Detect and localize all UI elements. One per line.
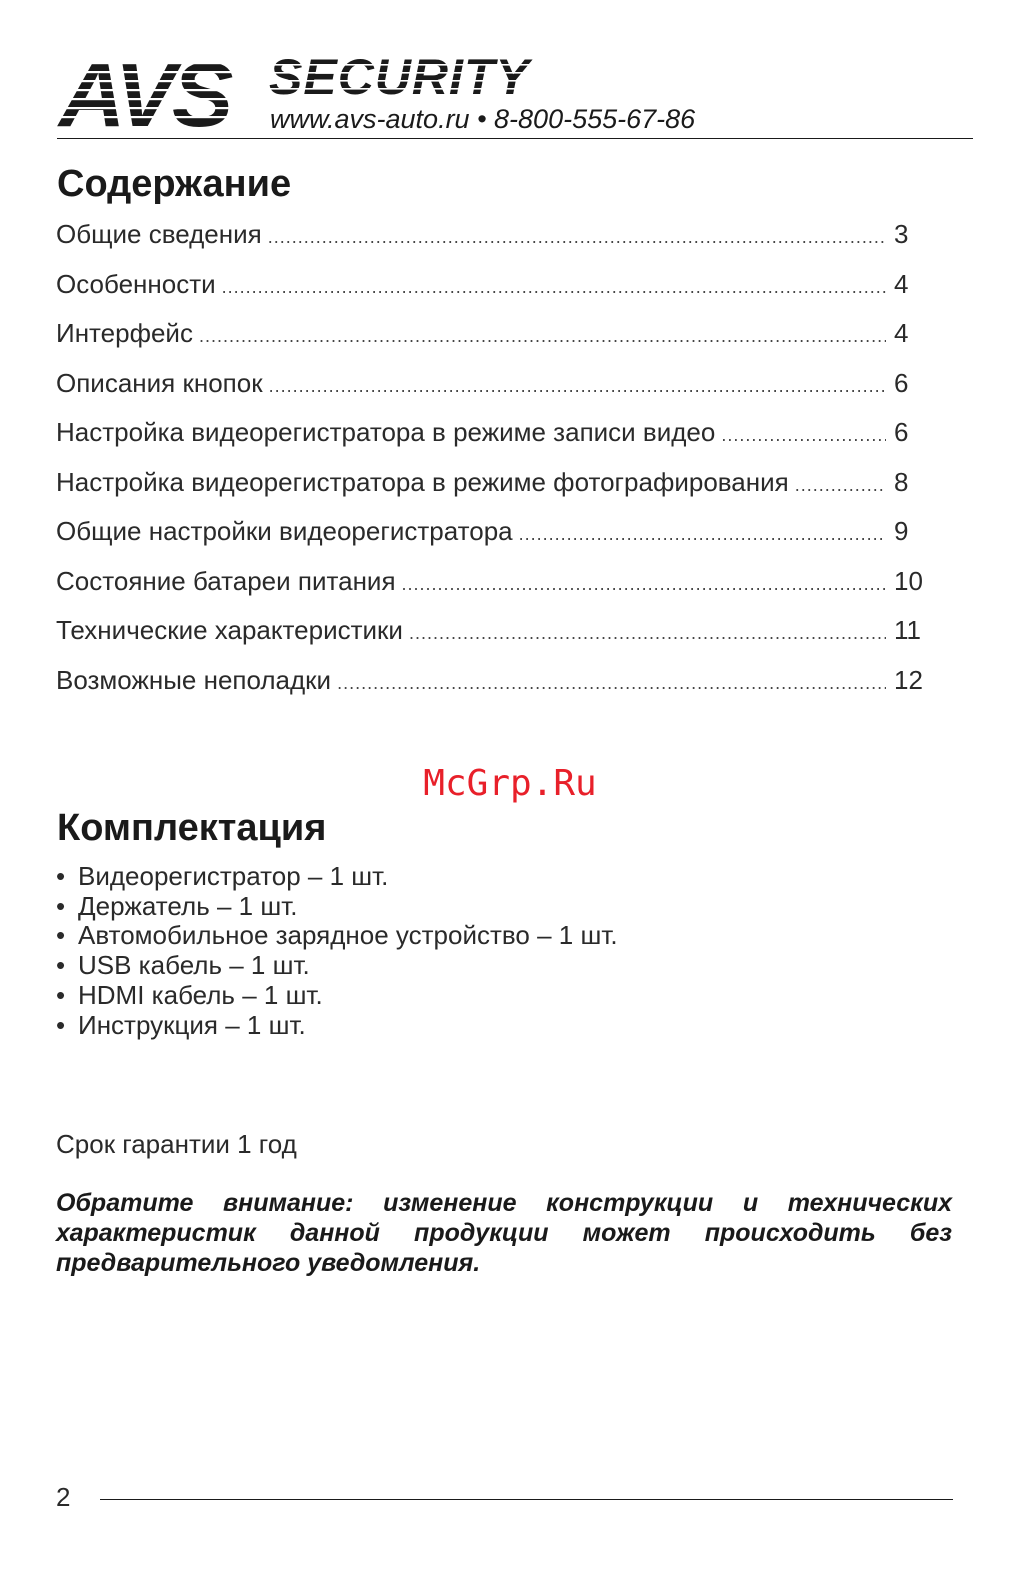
toc-item-title: Возможные неполадки <box>56 664 332 695</box>
toc-item[interactable] <box>56 561 936 611</box>
list-item-text: Держатель – 1 шт. <box>78 890 298 921</box>
toc-item-title: Технические характеристики <box>56 615 403 645</box>
toc-leader <box>721 415 886 455</box>
warranty-text: Срок гарантии 1 год <box>56 1129 297 1159</box>
toc-item-title: Состояние батареи питания <box>56 565 396 596</box>
toc-leader <box>519 514 886 554</box>
toc-leader <box>795 465 886 505</box>
list-item <box>56 862 618 892</box>
toc-item-title: Особенности <box>56 268 216 299</box>
table-of-contents <box>56 214 936 709</box>
bullet-icon: • <box>56 920 66 951</box>
list-item-text: Инструкция – 1 шт. <box>78 1009 306 1040</box>
list-item-text: Видеорегистратор – 1 шт. <box>78 861 389 891</box>
list-item <box>56 1011 618 1041</box>
list-item <box>56 951 618 981</box>
toc-item[interactable] <box>56 363 936 413</box>
bullet-icon: • <box>56 890 66 921</box>
toc-item-page: 12 <box>894 664 923 695</box>
toc-item[interactable] <box>56 660 936 710</box>
toc-item-page: 6 <box>894 417 909 447</box>
toc-item[interactable] <box>56 462 936 512</box>
bullet-icon: • <box>56 1009 66 1040</box>
toc-item[interactable] <box>56 313 936 363</box>
contents-title: Содержание <box>57 163 292 205</box>
toc-item-title: Настройка видеорегистратора в режиме фотографирования <box>56 466 789 497</box>
header-divider <box>57 138 973 139</box>
list-item <box>56 981 618 1011</box>
toc-item-title: Настройка видеорегистратора в режиме записи видео <box>56 417 716 447</box>
toc-item[interactable] <box>56 511 936 561</box>
toc-item-title: Интерфейс <box>56 318 193 348</box>
footer-divider <box>100 1499 953 1500</box>
toc-item-title: Описания кнопок <box>56 367 263 398</box>
toc-item-page: 4 <box>894 268 909 299</box>
toc-leader <box>199 316 886 356</box>
toc-item-page: 4 <box>894 318 909 348</box>
notice-text: Обратите внимание: изменение конструкции и технических характеристик данной продукции может происходить без предварительного уведомления. <box>56 1189 952 1277</box>
toc-leader <box>269 366 886 406</box>
package-list <box>56 862 618 1040</box>
toc-item-page: 9 <box>894 516 909 546</box>
toc-item-page: 10 <box>894 565 923 596</box>
toc-leader <box>337 663 886 703</box>
list-item-text: Автомобильное зарядное устройство – 1 шт. <box>78 920 618 951</box>
toc-item-page: 6 <box>894 367 909 398</box>
bullet-icon: • <box>56 861 66 891</box>
toc-item[interactable] <box>56 412 936 462</box>
list-item <box>56 892 618 922</box>
avs-logo <box>57 52 257 132</box>
toc-item-page: 3 <box>894 219 909 249</box>
list-item-text: USB кабель – 1 шт. <box>78 950 310 981</box>
toc-leader <box>409 613 886 653</box>
security-wordmark <box>269 52 539 102</box>
header-contact: www.avs-auto.ru • 8-800-555-67-86 <box>270 104 696 134</box>
page-header <box>57 52 973 142</box>
toc-item-page: 8 <box>894 466 909 497</box>
toc-leader <box>402 564 886 604</box>
bullet-icon: • <box>56 979 66 1010</box>
toc-leader <box>222 267 886 307</box>
toc-item-title: Общие настройки видеорегистратора <box>56 516 513 546</box>
list-item-text: HDMI кабель – 1 шт. <box>78 979 323 1010</box>
package-title: Комплектация <box>57 807 327 849</box>
toc-item[interactable] <box>56 214 936 264</box>
watermark: McGrp.Ru <box>423 763 597 804</box>
toc-item[interactable] <box>56 264 936 314</box>
toc-leader <box>268 217 886 257</box>
bullet-icon: • <box>56 950 66 981</box>
page-number: 2 <box>56 1482 71 1512</box>
toc-item-page: 11 <box>894 615 921 645</box>
toc-item-title: Общие сведения <box>56 219 262 249</box>
toc-item[interactable] <box>56 610 936 660</box>
list-item <box>56 921 618 951</box>
